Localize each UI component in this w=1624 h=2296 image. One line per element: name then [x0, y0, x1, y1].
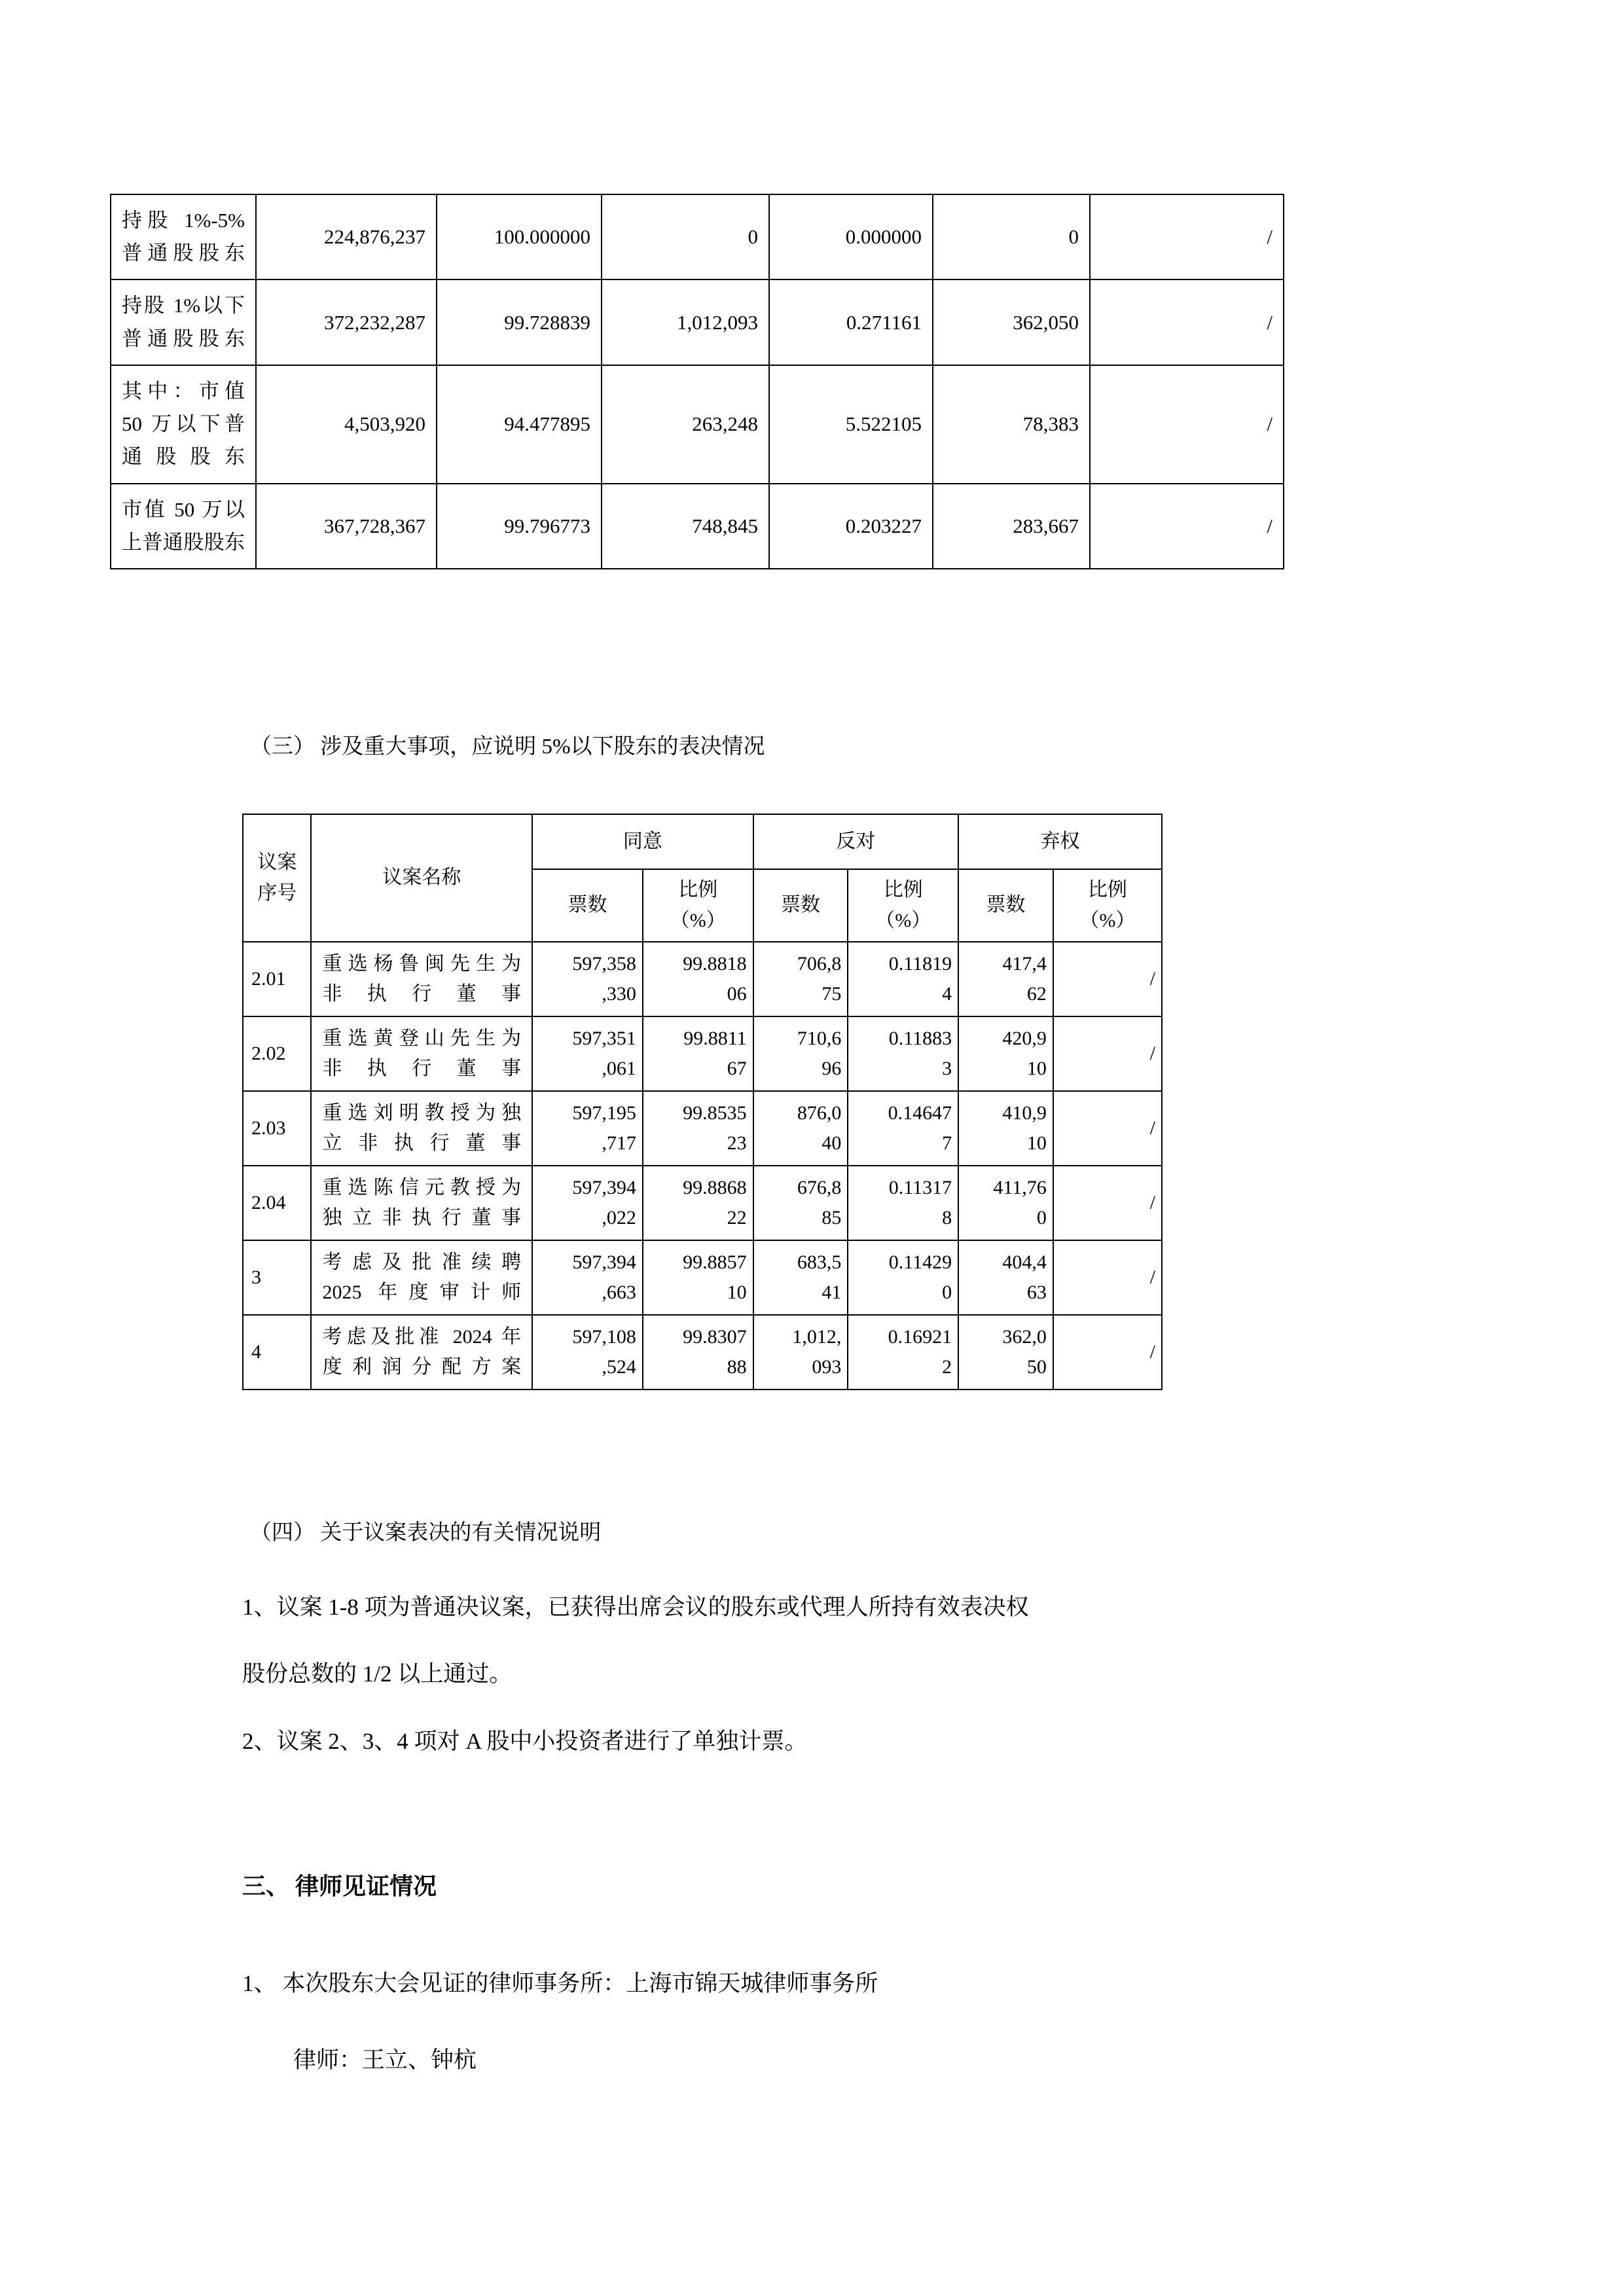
abstain-votes: 411,76 0 — [958, 1166, 1053, 1240]
agree-pct: 99.796773 — [437, 484, 602, 569]
oppose-votes: 710,6 96 — [753, 1016, 848, 1091]
abstain-pct: / — [1053, 1091, 1162, 1166]
oppose-pct: 0.11429 0 — [848, 1240, 958, 1315]
header-proposal-name: 议案名称 — [311, 814, 532, 942]
agree-votes: 597,358 ,330 — [532, 942, 643, 1016]
agree-votes: 597,195 ,717 — [532, 1091, 643, 1166]
abstain-votes: 420,9 10 — [958, 1016, 1053, 1091]
oppose-pct: 0.000000 — [769, 194, 933, 279]
oppose-votes: 0 — [602, 194, 769, 279]
agree-pct: 99.8307 88 — [643, 1315, 753, 1390]
proposal-name: 考虑及批准续聘 2025 年度审计师 — [311, 1240, 532, 1315]
agree-votes: 367,728,367 — [256, 484, 437, 569]
header-oppose: 反对 — [753, 814, 958, 869]
agree-pct: 99.8818 06 — [643, 942, 753, 1016]
abstain-pct: / — [1090, 484, 1284, 569]
row-label: 持股 1%-5%普通股股东 — [111, 194, 256, 279]
header-oppose-votes: 票数 — [753, 869, 848, 942]
oppose-pct: 0.203227 — [769, 484, 933, 569]
agree-votes: 372,232,287 — [256, 279, 437, 365]
oppose-votes: 1,012,093 — [602, 279, 769, 365]
abstain-votes: 404,4 63 — [958, 1240, 1053, 1315]
proposal-seq: 2.02 — [243, 1016, 311, 1091]
oppose-votes: 748,845 — [602, 484, 769, 569]
oppose-pct: 0.14647 7 — [848, 1091, 958, 1166]
agree-votes: 597,394 ,022 — [532, 1166, 643, 1240]
abstain-pct: / — [1090, 279, 1284, 365]
lawyer-names-line: 律师：王立、钟杭 — [293, 2047, 477, 2073]
abstain-pct: / — [1090, 365, 1284, 484]
note-1-line-2: 股份总数的 1/2 以上通过。 — [242, 1661, 513, 1687]
oppose-pct: 0.11317 8 — [848, 1166, 958, 1240]
proposal-seq: 3 — [243, 1240, 311, 1315]
header-abstain: 弃权 — [958, 814, 1162, 869]
abstain-votes: 283,667 — [933, 484, 1090, 569]
proposal-name: 重选杨鲁闽先生为 非执行董事 — [311, 942, 532, 1016]
agree-pct: 94.477895 — [437, 365, 602, 484]
abstain-votes: 417,4 62 — [958, 942, 1053, 1016]
table-row — [243, 1016, 1162, 1091]
proposal-seq: 2.03 — [243, 1091, 311, 1166]
abstain-pct: / — [1053, 1240, 1162, 1315]
agree-pct: 100.000000 — [437, 194, 602, 279]
abstain-votes: 78,383 — [933, 365, 1090, 484]
shareholder-breakdown-table — [110, 194, 1284, 569]
table-row — [111, 279, 1284, 365]
oppose-pct: 0.11819 4 — [848, 942, 958, 1016]
note-2: 2、议案 2、3、4 项对 A 股中小投资者进行了单独计票。 — [242, 1729, 808, 1754]
agree-votes: 597,394 ,663 — [532, 1240, 643, 1315]
header-abstain-votes: 票数 — [958, 869, 1053, 942]
abstain-pct: / — [1053, 1016, 1162, 1091]
agree-pct: 99.8535 23 — [643, 1091, 753, 1166]
proposal-seq: 2.01 — [243, 942, 311, 1016]
row-label: 其中：市值 50 万以下普通股股东 — [111, 365, 256, 484]
row-label: 市值 50 万以上普通股股东 — [111, 484, 256, 569]
abstain-votes: 410,9 10 — [958, 1091, 1053, 1166]
abstain-pct: / — [1053, 1166, 1162, 1240]
oppose-pct: 0.11883 3 — [848, 1016, 958, 1091]
proposal-seq: 4 — [243, 1315, 311, 1390]
header-oppose-ratio: 比例 （%） — [848, 869, 958, 942]
table-row — [111, 365, 1284, 484]
header-seq: 议案 序号 — [243, 814, 311, 942]
agree-votes: 4,503,920 — [256, 365, 437, 484]
header-agree-ratio: 比例 （%） — [643, 869, 753, 942]
header-agree-votes: 票数 — [532, 869, 643, 942]
agree-pct: 99.8868 22 — [643, 1166, 753, 1240]
table-row — [243, 1240, 1162, 1315]
lawyer-firm-line: 1、 本次股东大会见证的律师事务所：上海市锦天城律师事务所 — [242, 1971, 878, 1996]
oppose-votes: 876,0 40 — [753, 1091, 848, 1166]
table-row — [243, 942, 1162, 1016]
table-row — [243, 1166, 1162, 1240]
oppose-votes: 1,012, 093 — [753, 1315, 848, 1390]
agree-votes: 597,351 ,061 — [532, 1016, 643, 1091]
agree-votes: 224,876,237 — [256, 194, 437, 279]
table-row — [243, 1091, 1162, 1166]
proposal-name: 考虑及批准 2024 年 度利润分配方案 — [311, 1315, 532, 1390]
agree-pct: 99.728839 — [437, 279, 602, 365]
section-four-heading: （四） 关于议案表决的有关情况说明 — [250, 1521, 602, 1545]
oppose-votes: 706,8 75 — [753, 942, 848, 1016]
header-agree: 同意 — [532, 814, 753, 869]
abstain-votes: 362,050 — [933, 279, 1090, 365]
abstain-votes: 362,0 50 — [958, 1315, 1053, 1390]
table-header-row — [243, 814, 1162, 869]
agree-votes: 597,108 ,524 — [532, 1315, 643, 1390]
proposal-seq: 2.04 — [243, 1166, 311, 1240]
abstain-votes: 0 — [933, 194, 1090, 279]
oppose-votes: 683,5 41 — [753, 1240, 848, 1315]
table-row — [111, 194, 1284, 279]
oppose-votes: 676,8 85 — [753, 1166, 848, 1240]
abstain-pct: / — [1053, 1315, 1162, 1390]
oppose-pct: 5.522105 — [769, 365, 933, 484]
header-abstain-ratio: 比例 （%） — [1053, 869, 1162, 942]
table-row — [243, 1315, 1162, 1390]
row-label: 持股 1%以下普通股股东 — [111, 279, 256, 365]
oppose-pct: 0.16921 2 — [848, 1315, 958, 1390]
agree-pct: 99.8857 10 — [643, 1240, 753, 1315]
proposal-voting-table — [242, 814, 1163, 1390]
oppose-votes: 263,248 — [602, 365, 769, 484]
note-1-line-1: 1、议案 1-8 项为普通决议案，已获得出席会议的股东或代理人所持有效表决权 — [242, 1594, 1029, 1620]
oppose-pct: 0.271161 — [769, 279, 933, 365]
abstain-pct: / — [1053, 942, 1162, 1016]
proposal-name: 重选陈信元教授为 独立非执行董事 — [311, 1166, 532, 1240]
proposal-name: 重选刘明教授为独 立非执行董事 — [311, 1091, 532, 1166]
agree-pct: 99.8811 67 — [643, 1016, 753, 1091]
section-three-heading: （三） 涉及重大事项，应说明 5%以下股东的表决情况 — [250, 735, 765, 759]
section-heading-three: 三、 律师见证情况 — [242, 1873, 437, 1899]
abstain-pct: / — [1090, 194, 1284, 279]
proposal-name: 重选黄登山先生为 非执行董事 — [311, 1016, 532, 1091]
table-row — [111, 484, 1284, 569]
